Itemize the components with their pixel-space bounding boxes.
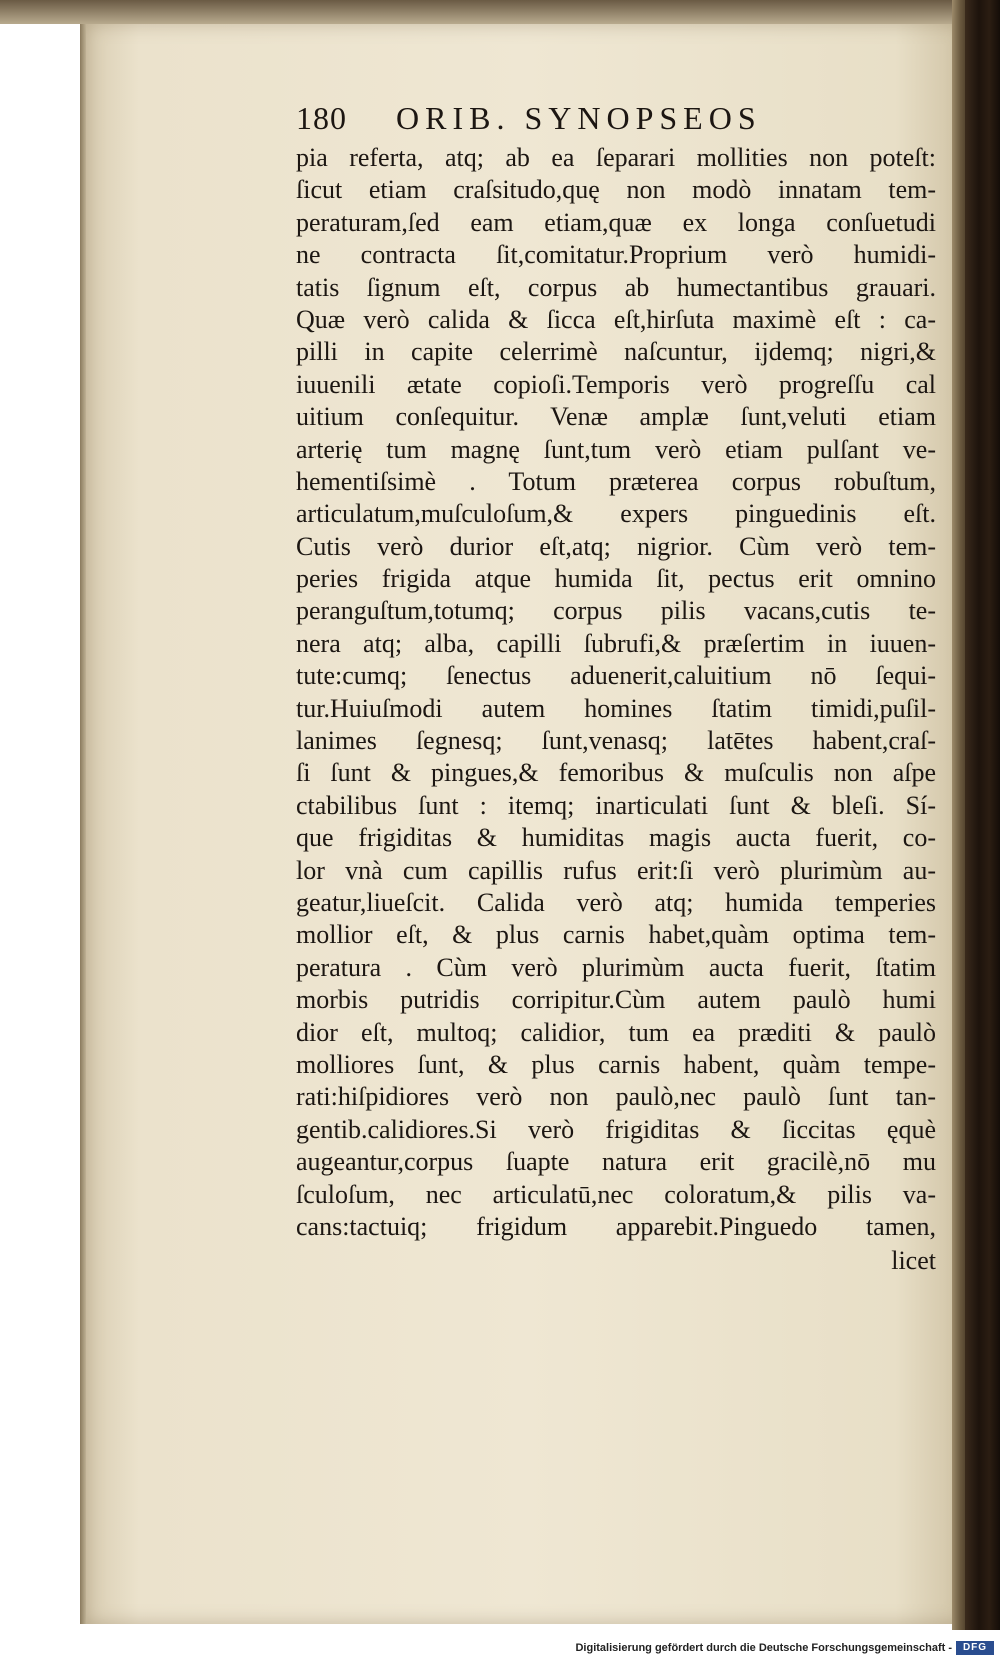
footer-bar	[0, 1630, 1000, 1670]
catchword: licet	[891, 1246, 936, 1275]
text-line: hementiſsimè . Totum præterea corpus robuſtum,	[296, 466, 936, 496]
text-line: peranguſtum,totumq; corpus pilis vacans,cutis te-	[296, 596, 936, 626]
text-line: ſi ſunt & pingues,& femoribus & muſculis non aſpe	[296, 758, 936, 788]
text-line: tur.Huiuſmodi autem homines ſtatim timidi,puſil-	[296, 693, 936, 723]
text-line: morbis putridis corripitur.Cùm autem paulò humi	[296, 985, 936, 1015]
text-line: articulatum,muſculoſum,& expers pinguedinis eſt.	[296, 499, 936, 529]
text-line: ſculoſum, nec articulatū,nec coloratum,& pilis va-	[296, 1179, 936, 1209]
text-line: dior eſt, multoq; calidior, tum ea præditi & paulò	[296, 1017, 936, 1047]
body-text	[296, 142, 936, 1243]
text-line: Quæ verò calida & ſicca eſt,hirſuta maximè eſt : ca-	[296, 304, 936, 334]
text-line: Cutis verò durior eſt,atq; nigrior. Cùm verò tem-	[296, 531, 936, 561]
text-line: peraturam,ſed eam etiam,quæ ex longa conſuetudi	[296, 207, 936, 237]
text-line: lanimes ſegnesq; ſunt,venasq; latētes habent,craſ-	[296, 726, 936, 756]
text-line: gentib.calidiores.Si verò frigiditas & ſiccitas ęquè	[296, 1114, 936, 1144]
text-line: tute:cumq; ſenectus aduenerit,caluitium nō ſequi-	[296, 661, 936, 691]
text-line: ctabilibus ſunt : itemq; inarticulati ſunt & bleſi. Sí-	[296, 790, 936, 820]
text-line: uitium conſequitur. Venæ amplæ ſunt,veluti etiam	[296, 402, 936, 432]
text-line: pia referta, atq; ab ea ſeparari mollities non poteſt:	[296, 143, 936, 172]
text-line: arterię tum magnę ſunt,tum verò etiam pulſant ve-	[296, 434, 936, 464]
text-line: ſicut etiam craſsitudo,quę non modò innatam tem-	[296, 175, 936, 205]
text-line: pilli in capite celerrimè naſcuntur, ijdemq; nigri,&	[296, 337, 936, 367]
text-line: molliores ſunt, & plus carnis habent, quàm tempe-	[296, 1049, 936, 1079]
dfg-logo-icon: DFG	[956, 1641, 994, 1655]
text-line: augeantur,corpus ſuapte natura erit gracilè,nō mu	[296, 1147, 936, 1177]
text-line: cans:tactuiq; frigidum apparebit.Pinguedo tamen,	[296, 1211, 936, 1241]
text-line: geatur,liueſcit. Calida verò atq; humida temperies	[296, 887, 936, 917]
text-line: rati:hiſpidiores verò non paulò,nec paulò ſunt tan-	[296, 1082, 936, 1112]
text-line: tatis ſignum eſt, corpus ab humectantibus grauari.	[296, 272, 936, 302]
text-line: mollior eſt, & plus carnis habet,quàm optima tem-	[296, 920, 936, 950]
funding-credit: Digitalisierung gefördert durch die Deutsche Forschungsgemeinschaft -	[575, 1642, 952, 1654]
text-line: iuuenili ætate copioſi.Temporis verò progreſſu cal	[296, 369, 936, 399]
text-line: nera atq; alba, capilli ſubrufi,& præſertim in iuuen-	[296, 628, 936, 658]
text-line: peratura . Cùm verò plurimùm aucta fuerit, ſtatim	[296, 952, 936, 982]
scan-top-border	[0, 0, 1000, 24]
running-head-title: ORIB. SYNOPSEOS	[396, 100, 762, 136]
running-head	[296, 100, 936, 144]
text-line: lor vnà cum capillis rufus erit:ſi verò plurimùm au-	[296, 855, 936, 885]
book-binding	[965, 0, 1000, 1630]
text-line: que frigiditas & humiditas magis aucta fuerit, co-	[296, 823, 936, 853]
text-line: peries frigida atque humida ſit, pectus erit omnino	[296, 564, 936, 594]
page-number: 180	[296, 100, 347, 136]
text-line: ne contracta ſit,comitatur.Proprium verò humidi-	[296, 240, 936, 270]
